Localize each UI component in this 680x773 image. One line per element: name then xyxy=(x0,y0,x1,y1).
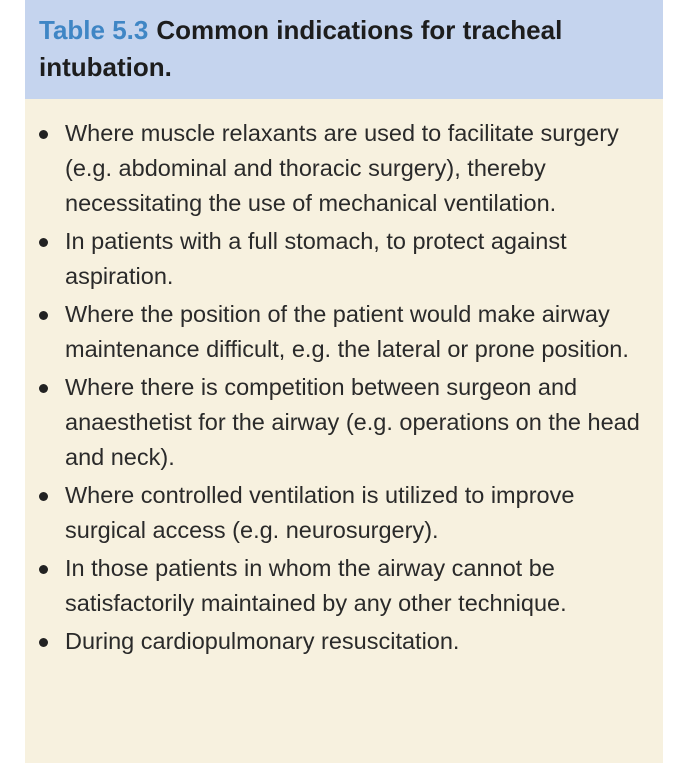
bullet-icon xyxy=(39,130,48,139)
list-item xyxy=(25,370,663,475)
list-item xyxy=(25,551,663,621)
bullet-icon xyxy=(39,238,48,247)
bullet-icon xyxy=(39,492,48,501)
bullet-icon xyxy=(39,638,48,647)
bullet-icon xyxy=(39,311,48,320)
bullet-icon xyxy=(39,384,48,393)
list-item xyxy=(25,478,663,548)
list-item xyxy=(25,116,663,221)
table-title: Common indications for tracheal intubation. xyxy=(39,15,563,82)
list-item-text: Where there is competition between surgeon and anaesthetist for the airway (e.g. operations on the head and neck). xyxy=(65,374,640,470)
list-item-text: Where controlled ventilation is utilized to improve surgical access (e.g. neurosurgery). xyxy=(65,482,575,543)
table-header xyxy=(25,0,663,99)
bullet-icon xyxy=(39,565,48,574)
list-item-text: Where the position of the patient would make airway maintenance difficult, e.g. the lateral or prone position. xyxy=(65,301,629,362)
list-item xyxy=(25,624,663,659)
list-item-text: In patients with a full stomach, to protect against aspiration. xyxy=(65,228,567,289)
table-number: Table 5.3 xyxy=(39,15,149,45)
bullet-list xyxy=(25,116,663,662)
list-item-text: Where muscle relaxants are used to facilitate surgery (e.g. abdominal and thoracic surgery), thereby necessitating the use of mechanical ventilation. xyxy=(65,120,619,216)
list-item-text: In those patients in whom the airway cannot be satisfactorily maintained by any other technique. xyxy=(65,555,567,616)
table-box xyxy=(25,0,663,763)
list-item xyxy=(25,297,663,367)
list-item-text: During cardiopulmonary resuscitation. xyxy=(65,628,460,654)
list-item xyxy=(25,224,663,294)
